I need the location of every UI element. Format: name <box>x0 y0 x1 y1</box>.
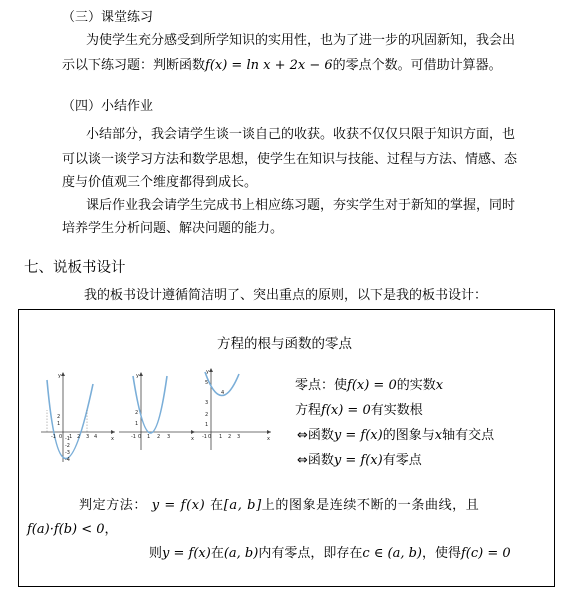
board-zero-definition <box>295 374 443 393</box>
text: 方程 <box>295 403 322 418</box>
text: 轴有交点 <box>442 428 495 443</box>
board-conclusion <box>149 542 511 561</box>
section-3-text: 示以下练习题：判断函数 <box>62 58 206 73</box>
graph-2-tick: 0 <box>138 434 142 440</box>
text: 的实数 <box>396 378 436 393</box>
graph-3-tick: 3 <box>205 400 209 406</box>
formula: (a, b) <box>223 546 259 561</box>
text: 则 <box>149 546 163 561</box>
formula: f(a)·f(b) < 0 <box>27 522 105 537</box>
section-4-para-line-2: 可以谈一谈学习方法和数学思想，使学生在知识与技能、过程与方法、情感、态 <box>62 152 518 167</box>
text: ⇔函数 <box>297 428 334 443</box>
graph-1-x-label: x <box>111 436 114 442</box>
text: 有零点 <box>382 453 422 468</box>
graph-3-tick: 2 <box>205 412 209 418</box>
board-title: 方程的根与函数的零点 <box>217 336 352 352</box>
graph-3-tick: 1 <box>205 422 209 428</box>
section-4-para-line-3: 度与价值观三个维度都得到成长。 <box>62 175 258 190</box>
formula: f(x) = 0 <box>347 378 397 393</box>
graph-1-tick: -4 <box>65 457 70 462</box>
section-3-heading: （三）课堂练习 <box>62 10 154 25</box>
text: 判定方法： <box>79 498 148 513</box>
section-4-para-line-1: 小结部分，我会请学生谈一谈自己的收获。收获不仅仅只限于知识方面，也 <box>86 127 516 142</box>
graph-1-tick: -2 <box>65 443 70 449</box>
graph-2-tick: 1 <box>147 434 151 440</box>
formula: x <box>434 428 443 443</box>
graph-1-tick: -1 <box>65 436 70 442</box>
text: 的图象与 <box>382 428 435 443</box>
graph-2-tick: 2 <box>135 410 139 416</box>
board-judgement-line-1 <box>79 494 479 513</box>
graph-1 <box>41 370 119 462</box>
formula: f(x) = 0 <box>321 403 371 418</box>
graph-1-tick: 3 <box>86 434 90 440</box>
text: 有实数根 <box>370 403 423 418</box>
text: ⇔函数 <box>297 453 334 468</box>
formula: c ∈ (a, b) <box>362 546 422 561</box>
graph-1-tick: 1 <box>57 421 61 427</box>
formula: x <box>435 378 444 393</box>
section-3-para-line-1: 为使学生充分感受到所学知识的实用性，也为了进一步的巩固新知，我会出 <box>86 33 516 48</box>
graph-3-x-label: x <box>267 436 270 442</box>
graph-3 <box>195 366 275 450</box>
graph-2-tick: 1 <box>135 421 139 427</box>
section-4-para-line-5: 培养学生分析问题、解决问题的能力。 <box>62 221 284 236</box>
formula: f(c) = 0 <box>461 546 511 561</box>
text: 内有零点，即存在 <box>258 546 363 561</box>
graph-3-y-label: y <box>206 369 209 375</box>
graph-3-tick: 1 <box>219 434 223 440</box>
formula: y = f(x) <box>333 453 383 468</box>
graph-1-tick: 1 <box>69 434 73 440</box>
section-3-para-line-2 <box>62 55 502 77</box>
graph-1-tick: 0 <box>59 434 63 440</box>
formula: [a, b] <box>223 498 262 513</box>
section-7-intro: 我的板书设计遵循简洁明了、突出重点的原则，以下是我的板书设计： <box>84 288 488 303</box>
graph-1-y-label: y <box>58 373 61 379</box>
graph-1-tick: 2 <box>77 434 81 440</box>
section-4-para-line-4: 课后作业我会请学生完成书上相应练习题，夯实学生对于新知的掌握，同时 <box>86 198 516 213</box>
graph-2-tick: 2 <box>157 434 161 440</box>
text: 上的图象是连续不断的一条曲线，且 <box>261 498 480 513</box>
graph-3-tick: -1 <box>202 434 207 440</box>
text: ， <box>104 522 118 537</box>
section-3-text-end: 的零点个数。可借助计算器。 <box>332 58 502 73</box>
graph-3-tick: 0 <box>208 434 212 440</box>
text: 零点：使 <box>295 378 348 393</box>
formula: y = f(x) <box>151 498 206 513</box>
graph-2 <box>119 370 199 450</box>
formula: y = f(x) <box>162 546 211 561</box>
blackboard-design-box <box>18 309 555 587</box>
text: 在 <box>210 546 224 561</box>
graph-3-tick: 2 <box>228 434 232 440</box>
board-judgement-line-2 <box>27 518 118 537</box>
board-equivalence-1 <box>297 424 494 443</box>
section-7-heading: 七、说板书设计 <box>24 260 126 276</box>
graph-3-tick: 5 <box>205 380 209 386</box>
section-4-heading: （四）小结作业 <box>62 99 154 114</box>
graph-2-y-label: y <box>136 373 139 379</box>
graph-3-tick: 3 <box>237 434 241 440</box>
graph-1-tick: -1 <box>51 434 56 440</box>
formula: y = f(x) <box>333 428 383 443</box>
graph-1-tick: -3 <box>65 450 70 456</box>
board-equation-root <box>295 399 423 418</box>
board-equivalence-2 <box>297 449 422 468</box>
graph-2-tick: -1 <box>131 434 136 440</box>
graph-1-tick: 2 <box>57 414 61 420</box>
graph-2-tick: 3 <box>167 434 171 440</box>
text: 在 <box>210 498 224 513</box>
graph-2-x-label: x <box>191 436 194 442</box>
function-formula: f(x) = ln x + 2x − 6 <box>205 58 333 73</box>
graph-3-tick: 4 <box>221 390 225 396</box>
text: ，使得 <box>421 546 461 561</box>
graph-1-tick: 4 <box>94 434 98 440</box>
